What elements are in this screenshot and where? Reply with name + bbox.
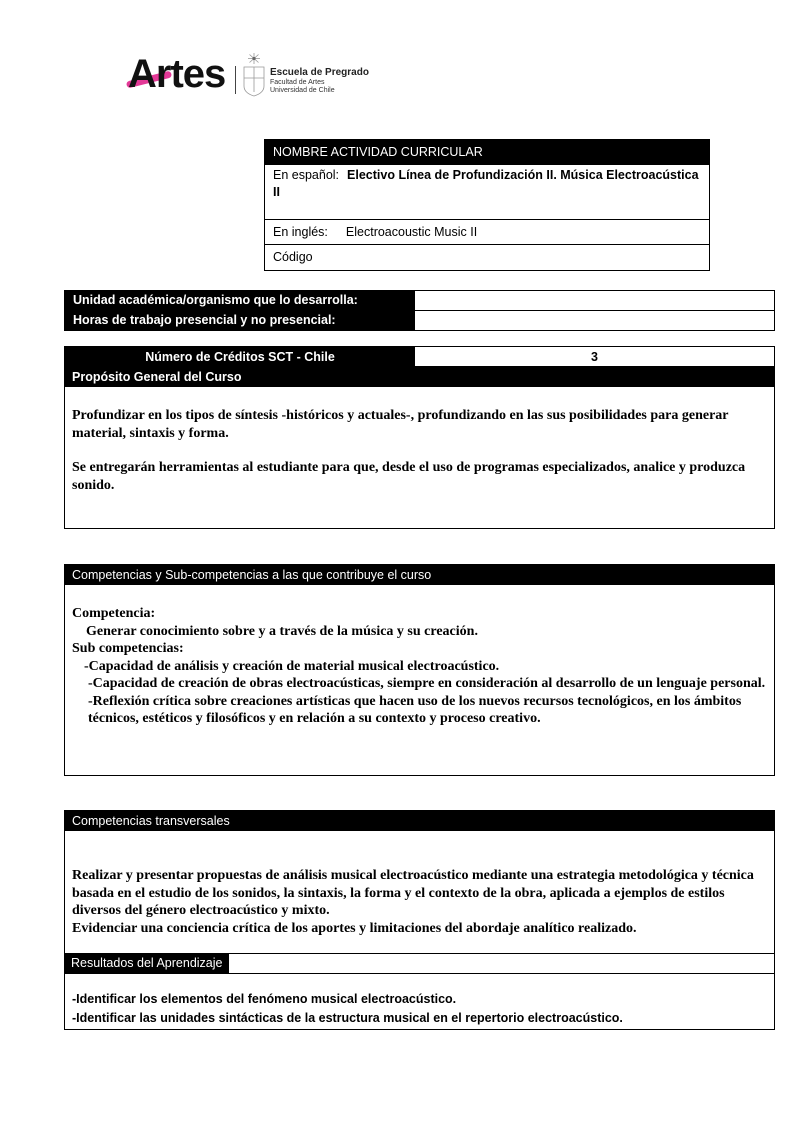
learning-outcomes-header: Resultados del Aprendizaje <box>65 954 229 973</box>
sub-competencia-item: -Capacidad de creación de obras electroacústicas, siempre en consideración al desarrollo de un lenguaje personal. <box>88 676 766 691</box>
university-crest-icon <box>241 52 267 98</box>
transversal-header: Competencias transversales <box>65 811 774 831</box>
learning-outcome-item: -Identificar las unidades sintácticas de la estructura musical en el repertorio electroacústico. <box>72 1011 623 1025</box>
competencies-body <box>65 585 774 728</box>
learning-outcomes-header-row <box>65 953 774 974</box>
unit-value <box>415 291 774 310</box>
purpose-body <box>65 387 774 494</box>
purpose-paragraph: Se entregarán herramientas al estudiante para que, desde el uso de programas especializados, analice y produzca sonido. <box>72 460 746 493</box>
purpose-paragraph: Profundizar en los tipos de síntesis -históricos y actuales-, profundizando en las sus posibilidades para generar material, sintaxis y forma. <box>72 408 729 441</box>
credits-value: 3 <box>415 347 774 367</box>
english-label: En inglés: <box>273 225 328 239</box>
transversal-line: Evidenciar una conciencia crítica de los aportes y limitaciones del abordaje analítico realizado. <box>72 920 637 936</box>
info-row-unit <box>65 291 774 310</box>
spanish-name-row <box>265 164 709 219</box>
unit-label: Unidad académica/organismo que lo desarrolla: <box>65 291 415 310</box>
logo-text-block <box>270 68 369 94</box>
code-label: Código <box>273 250 313 264</box>
logo-line-university: Universidad de Chile <box>270 87 335 94</box>
spanish-course-name: Electivo Línea de Profundización II. Música Electroacústica II <box>273 168 699 199</box>
logo-line-faculty: Facultad de Artes <box>270 79 325 86</box>
logo-separator <box>235 66 236 94</box>
spanish-label: En español: <box>273 168 340 182</box>
logo-brand-text: Artes <box>128 52 226 96</box>
sub-competencia-item: -Reflexión crítica sobre creaciones artísticas que hacen uso de los nuevos recursos tecnológicos, en los ámbitos técnicos, estéticos y filosóficos y en relación a su contexto y proceso creativo. <box>88 693 742 726</box>
course-name-table <box>264 139 710 271</box>
competencies-section <box>64 564 775 776</box>
competencies-header: Competencias y Sub-competencias a las que contribuye el curso <box>65 565 774 585</box>
credits-label: Número de Créditos SCT - Chile <box>65 347 415 367</box>
code-row <box>265 244 709 270</box>
logo-line-school: Escuela de Pregrado <box>270 67 369 78</box>
transversal-body <box>65 831 774 953</box>
info-row-hours <box>65 310 774 330</box>
learning-outcomes-body <box>65 974 774 1028</box>
transversal-line: Realizar y presentar propuestas de análisis musical electroacústico mediante una estrategia metodológica y técnica basada en el estudio de los sonidos, la sintaxis, la forma y el contexto de la obra, aplicada a ejemplos de estilos diversos del género electroacústico y mixto. <box>72 868 754 918</box>
academic-info-table <box>64 290 775 331</box>
purpose-header: Propósito General del Curso <box>65 367 774 387</box>
sub-competencias-label: Sub competencias: <box>72 641 184 656</box>
transversal-section <box>64 810 775 1030</box>
competencia-text: Generar conocimiento sobre y a través de la música y su creación. <box>86 623 478 639</box>
hours-value <box>415 311 774 330</box>
english-name-row <box>265 219 709 244</box>
english-course-name: Electroacoustic Music II <box>345 225 478 239</box>
credits-row <box>65 347 774 367</box>
course-name-header: NOMBRE ACTIVIDAD CURRICULAR <box>265 140 709 164</box>
learning-outcome-item: -Identificar los elementos del fenómeno musical electroacústico. <box>72 992 457 1006</box>
hours-label: Horas de trabajo presencial y no presencial: <box>65 311 415 330</box>
competencia-label: Competencia: <box>72 606 156 621</box>
credits-purpose-section <box>64 346 775 529</box>
sub-competencia-item: -Capacidad de análisis y creación de material musical electroacústico. <box>84 658 500 674</box>
